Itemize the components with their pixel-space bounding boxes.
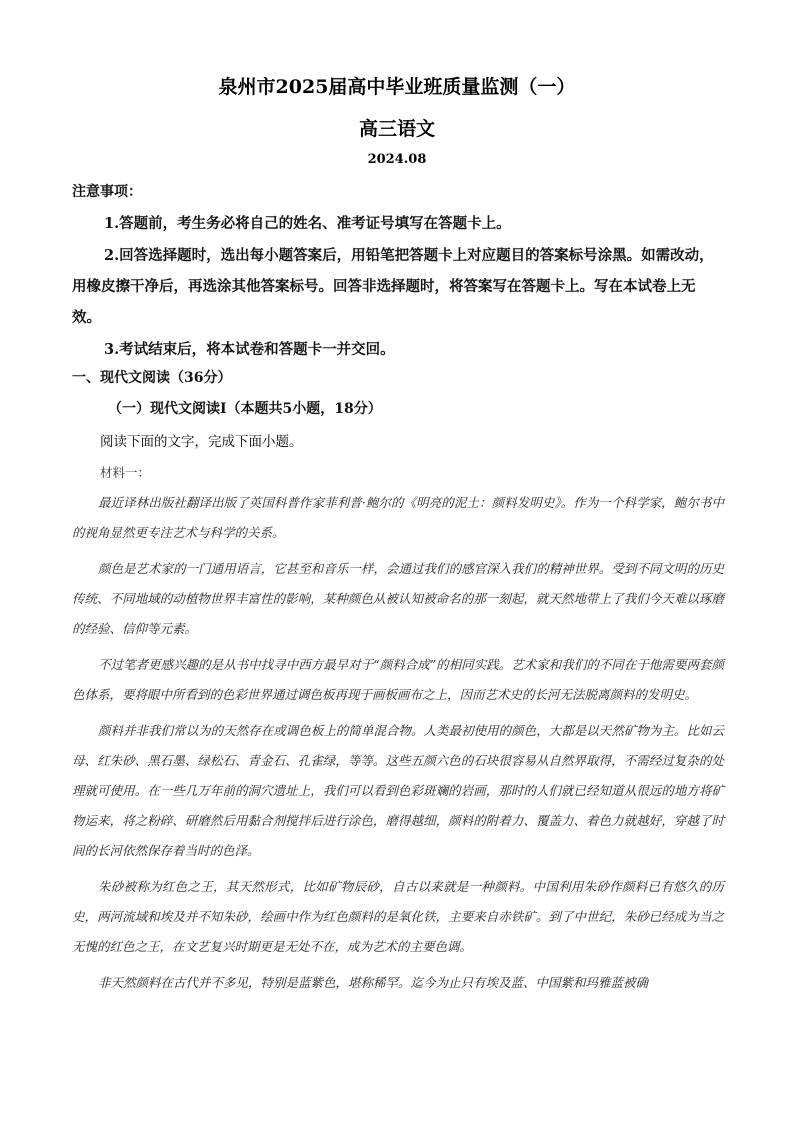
passage-paragraph: 朱砂被称为红色之王，其天然形式，比如矿物辰砂，自古以来就是一种颜料。中国利用朱砂作颜料已有悠久的历史，两河流域和埃及并不知朱砂，绘画中作为红色颜料的是氧化铁，主要来自赤铁矿。到了中世纪，朱砂已经成为当之无愧的红色之王，在文艺复兴时期更是无处不在，成为艺术的主要色调。 [72,879,724,954]
notice-item-3: 3.考试结束后，将本试卷和答题卡一并交回。 [104,341,395,358]
passage-paragraph: 非天然颜料在古代并不多见，特别是蓝紫色，堪称稀罕。迄今为止只有埃及蓝、中国紫和玛雅蓝被确 [98,975,649,990]
passage-paragraph: 颜料并非我们常以为的天然存在或调色板上的简单混合物。人类最初使用的颜色，大都是以天然矿物为主。比如云母、红朱砂、黑石墨、绿松石、青金石、孔雀绿，等等。这些五颜六色的石块很容易从自然界取得，不需经过复杂的处理就可使用。在一些几万年前的洞穴遗址上，我们可以看到色彩斑斓的岩画，那时的人们就已经知道从很远的地方将矿物运来，将之粉碎、研磨然后用黏合剂搅拌后进行涂色，磨得越细，颜料的附着力、覆盖力、着色力就越好，穿越了时间的长河依然保存着当时的色泽。 [72,723,724,858]
subsection-heading: （一）现代文阅读Ⅰ（本题共5小题，18分） [108,401,382,417]
notice-item-2: 2.回答选择题时，选出每小题答案后，用铅笔把答题卡上对应题目的答案标号涂黑。如需改动，用橡皮擦干净后，再选涂其他答案标号。回答非选择题时，将答案写在答题卡上。写在本试卷上无效。 [72,247,714,326]
section-heading: 一、现代文阅读（36分） [72,370,232,386]
exam-title: 泉州市2025届高中毕业班质量监测（一） [218,76,576,98]
passage-paragraph: 最近译林出版社翻译出版了英国科普作家菲利普·鲍尔的《明亮的泥土：颜料发明史》。作为一个科学家，鲍尔书中的视角显然更专注艺术与科学的关系。 [72,495,724,540]
passage-paragraph: 颜色是艺术家的一门通用语言，它甚至和音乐一样，会通过我们的感官深入我们的精神世界。受到不同文明的历史传统、不同地域的动植物世界丰富性的影响，某种颜色从被认知被命名的那一刻起，就天然地带上了我们今天难以琢磨的经验、信仰等元素。 [72,561,724,636]
reading-instruction: 阅读下面的文字，完成下面小题。 [100,434,303,450]
notice-item-1: 1.答题前，考生务必将自己的姓名、准考证号填写在答题卡上。 [104,215,511,232]
subject-title: 高三语文 [358,118,435,140]
passage-paragraph: 不过笔者更感兴趣的是从书中找寻中西方最早对于“颜料合成”的相同实践。艺术家和我们的不同在于他需要两套颜色体系，要将眼中所看到的色彩世界通过调色板再现于画板画布之上，因而艺术史的长河无法脱离颜料的发明史。 [72,657,724,702]
notice-heading: 注意事项： [72,184,142,200]
material-label: 材料一： [100,465,151,480]
passage-body [72,488,724,1004]
exam-date: 2024.08 [367,152,427,167]
